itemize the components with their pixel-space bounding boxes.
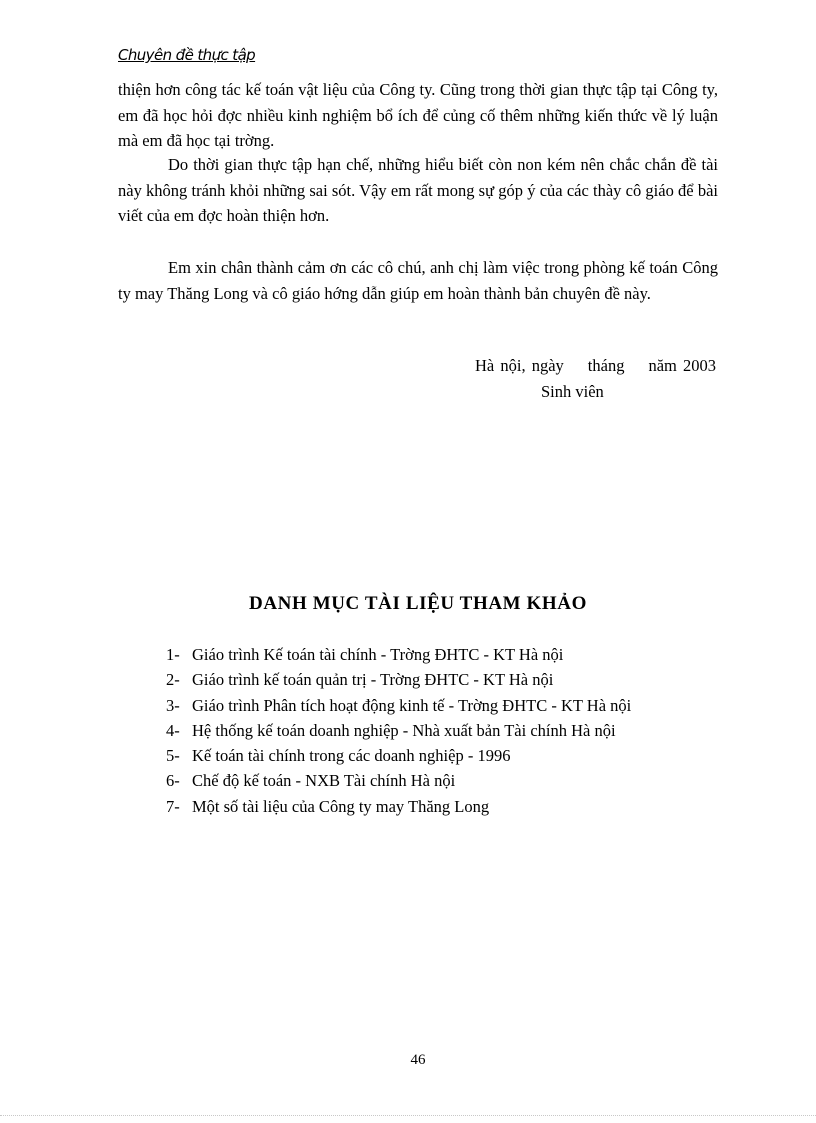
reference-number: 4- xyxy=(166,720,180,740)
signature-role: Sinh viên xyxy=(541,382,604,401)
signature-date-line xyxy=(475,356,716,376)
body-paragraph-3: Em xin chân thành cảm ơn các cô chú, anh chị làm việc trong phòng kế toán Công ty may Thăng Long và cô giáo hớng dẫn giúp em hoàn thành bản chuyên đề này. xyxy=(118,258,718,303)
document-header: Chuyên đề thực tập xyxy=(118,46,256,64)
signature-year: năm 2003 xyxy=(648,356,716,375)
reference-text: Chế độ kế toán - NXB Tài chính Hà nội xyxy=(192,771,456,791)
reference-item xyxy=(166,768,631,793)
reference-text: Hệ thống kế toán doanh nghiệp - Nhà xuất bản Tài chính Hà nội xyxy=(192,720,616,740)
reference-number: 7- xyxy=(166,796,180,816)
body-paragraph-2: Do thời gian thực tập hạn chế, những hiểu biết còn non kém nên chắc chắn đề tài này không tránh khỏi những sai sót. Vậy em rất mong sự góp ý của các thày cô giáo để bài viết của em đợc hoàn thiện hơn. xyxy=(118,155,718,225)
reference-item xyxy=(166,718,631,743)
reference-text: Giáo trình Phân tích hoạt động kinh tế - Trờng ĐHTC - KT Hà nội xyxy=(192,695,632,715)
body-paragraph-1: thiện hơn công tác kế toán vật liệu của Công ty. Cũng trong thời gian thực tập tại Công ty, em đã học hỏi đợc nhiều kinh nghiệm bổ ích để củng cố thêm những kiến thức về lý luận mà em đã học tại trờng. xyxy=(118,80,718,150)
references-title: DANH MỤC TÀI LIỆU THAM KHẢO xyxy=(249,593,587,614)
reference-text: Giáo trình Kế toán tài chính - Trờng ĐHTC - KT Hà nội xyxy=(192,645,564,664)
reference-number: 5- xyxy=(166,746,180,766)
page-number: 46 xyxy=(410,1052,426,1068)
footer-divider xyxy=(0,1115,816,1116)
reference-text: Kế toán tài chính trong các doanh nghiệp - 1996 xyxy=(192,746,511,766)
reference-number: 2- xyxy=(166,670,180,690)
reference-text: Một số tài liệu của Công ty may Thăng Long xyxy=(192,796,490,816)
reference-item xyxy=(166,642,631,667)
reference-item xyxy=(166,794,631,819)
reference-item xyxy=(166,743,631,768)
reference-number: 1- xyxy=(166,645,180,664)
reference-text: Giáo trình kế toán quản trị - Trờng ĐHTC - KT Hà nội xyxy=(192,670,554,690)
reference-item xyxy=(166,667,631,692)
reference-number: 3- xyxy=(166,695,180,715)
signature-place: Hà nội, ngày xyxy=(475,356,564,375)
references-list xyxy=(166,642,631,819)
signature-month-word: tháng xyxy=(587,356,625,375)
reference-item xyxy=(166,693,631,718)
reference-number: 6- xyxy=(166,771,180,791)
